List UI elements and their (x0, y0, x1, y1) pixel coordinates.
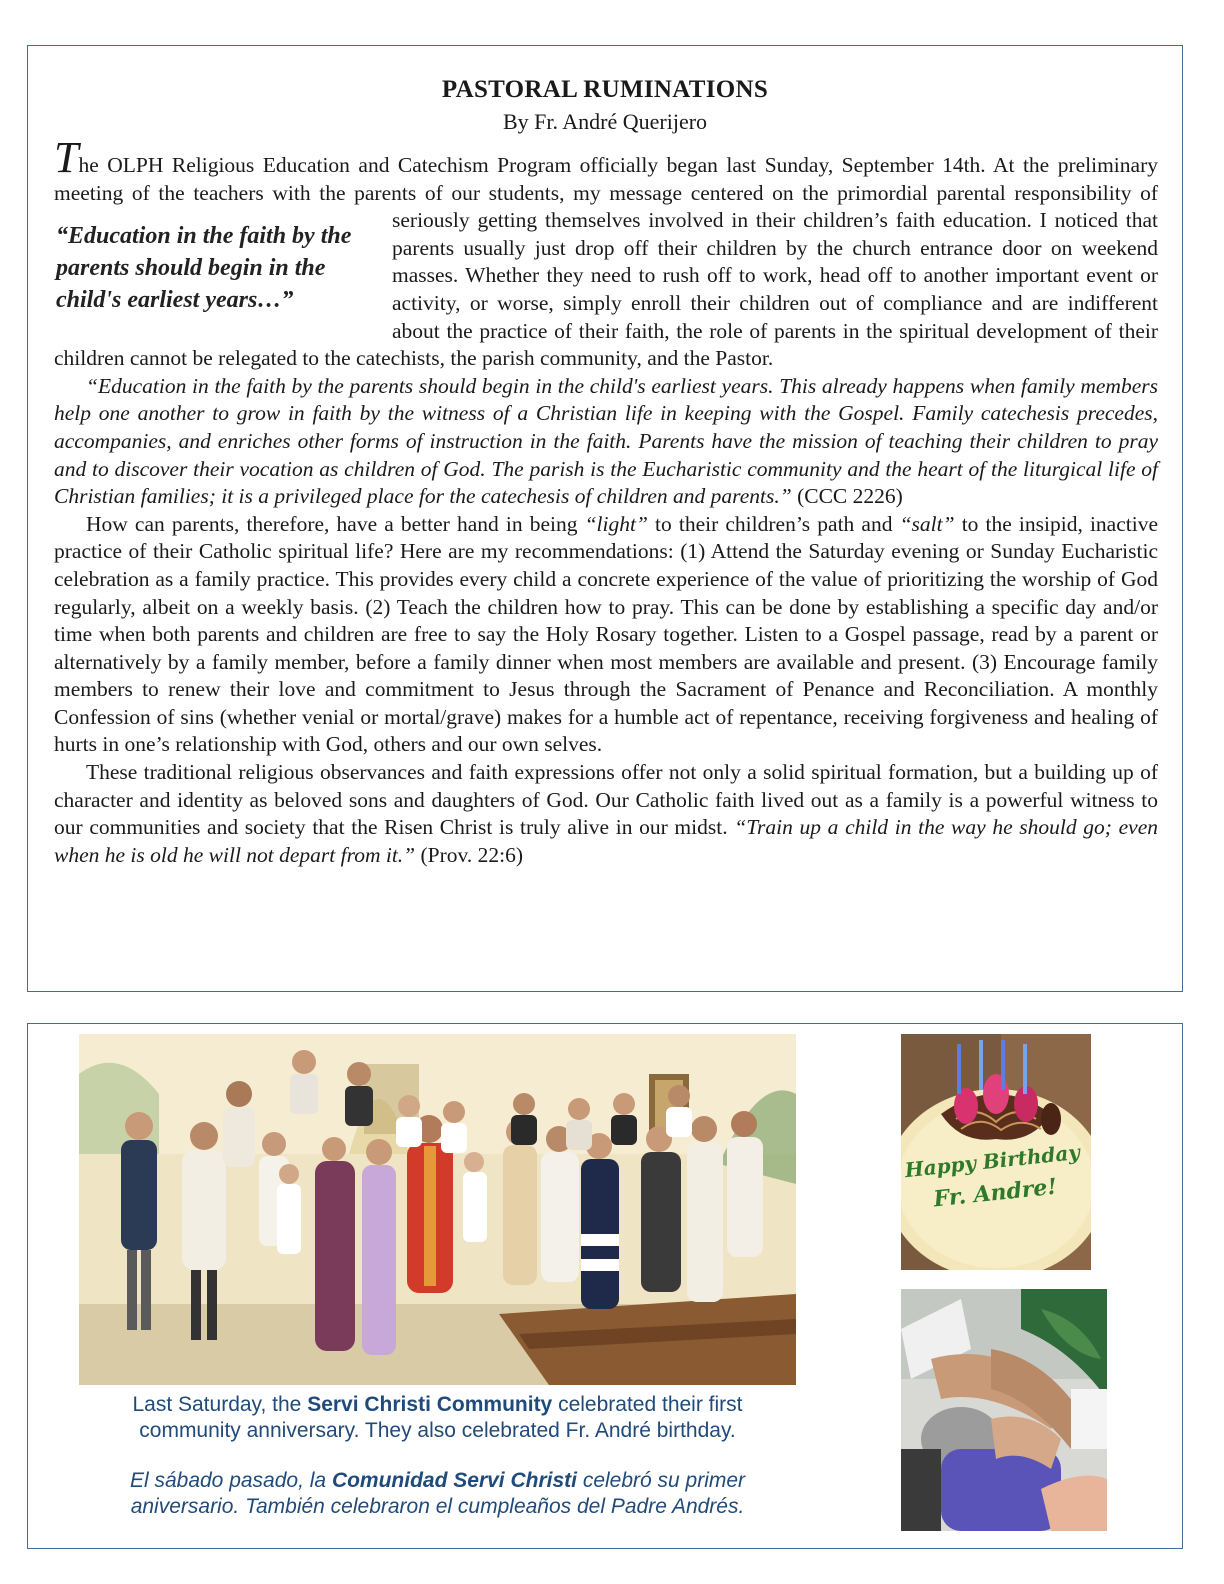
article-title: PASTORAL RUMINATIONS (441, 76, 769, 103)
photo-section (27, 1023, 1183, 1549)
proverb-quote: “Train up a child in the way he should go; even when he is old he will not depart from it.” (54, 815, 1158, 867)
intro-text: he OLPH Religious Education and Catechism Program officially began last Sunday, September 14th. At the preliminary meeting of the teachers with the parents of our students, my message centered on the primordial (54, 153, 1158, 205)
light-word: “light” (584, 511, 648, 536)
intro-continued-text: parental responsibility of seriously getting themselves involved in their children’s faith education. I noticed that parents usually just drop off their children by the church entrance door on weekend masses. Whether they need to rush off to work, head off to another important event or activity, or worse, simply enroll their children out of compliance and are indifferent about the practice of their faith, the role of parents in the spiritual development of their children cannot be relegated to the catechists, the parish community, and the Pastor. (54, 180, 1159, 371)
drop-cap: T (54, 133, 79, 182)
recommendations-text-c: to the insipid, inactive practice of their Catholic spiritual life? Here are my recommendations: (1) Attend the Saturday evening or Sunday Eucharistic celebration as a family practice. This provides every child a concrete experience of the value of prioritizing the worship of God regularly, albeit on a weekly basis. (2) Teach the children how to pray. This can be done by establishing a specific day and/or time when both parents and children are free to say the Holy Rosary together. Listen to a Gospel passage, read by a parent or alternatively by a family member, before a family dinner when most members are available and present. (3) Encourage family members to renew their love and commitment to Jesus through the Sacrament of Penance and Reconciliation. A monthly Confession of sins (whether venial or mortal/grave) makes for a humble act of repentance, receiving forgiveness and healing of hurts in one’s relationship with God, others and our own selves. (54, 511, 1158, 757)
intro-paragraph (54, 133, 1159, 373)
salt-word: “salt” (899, 511, 955, 536)
catechism-paragraph (54, 373, 1158, 511)
caption-spanish (79, 1468, 796, 1520)
proverb-reference: (Prov. 22:6) (415, 842, 524, 867)
closing-paragraph (54, 759, 1158, 869)
blessing-photo (901, 1289, 1107, 1531)
recommendations-text-b: to their children’s path and (647, 511, 900, 536)
caption-es-community: Comunidad Servi Christi (331, 1469, 577, 1492)
caption-english (79, 1392, 796, 1444)
recommendations-text-a: How can parents, therefore, have a better hand in being (86, 511, 585, 536)
caption-en-community: Servi Christi Community (307, 1393, 553, 1416)
cake-text-name: Fr. Andre! (932, 1173, 1059, 1213)
recommendations-paragraph (54, 511, 1158, 759)
caption-en-text-b: celebrated their first community anniversary. They also celebrated Fr. André birthday. (139, 1393, 743, 1442)
photo-caption (79, 1392, 796, 1520)
pastoral-article (27, 45, 1183, 992)
closing-text: These traditional religious observances and faith expressions offer not only a solid spiritual formation, but a building up of character and identity as beloved sons and daughters of God. Our Catholic faith lived out as a family is a powerful witness to our communities and society that the Risen Christ is truly alive in our midst. (54, 760, 1158, 840)
caption-es-text-a: El sábado pasado, la (129, 1469, 332, 1492)
catechism-reference: (CCC 2226) (791, 484, 903, 509)
caption-es-text-b: celebró su primer aniversario. También celebraron el cumpleaños del Padre Andrés. (130, 1469, 746, 1518)
birthday-cake-photo (901, 1034, 1091, 1270)
pull-quote: “Education in the faith by the parents should begin in the child's earliest years…” (56, 223, 352, 314)
article-body (54, 133, 1159, 869)
article-byline: By Fr. André Querijero (502, 109, 708, 134)
catechism-quote: “Education in the faith by the parents should begin in the child's earliest years. This already happens when family members help one another to grow in faith by the witness of a Christian life in keeping with the Gospel. Family catechesis precedes, accompanies, and enriches other forms of instruction in the faith. Parents have the mission of teaching their children to pray and to discover their vocation as children of God. The parish is the Eucharistic community and the heart of the liturgical life of Christian families; it is a privileged place for the catechesis of children and parents.” (54, 373, 1158, 509)
cake-text-birthday: Happy Birthday (903, 1139, 1081, 1183)
caption-en-text-a: Last Saturday, the (132, 1393, 308, 1416)
group-photo (79, 1034, 796, 1385)
